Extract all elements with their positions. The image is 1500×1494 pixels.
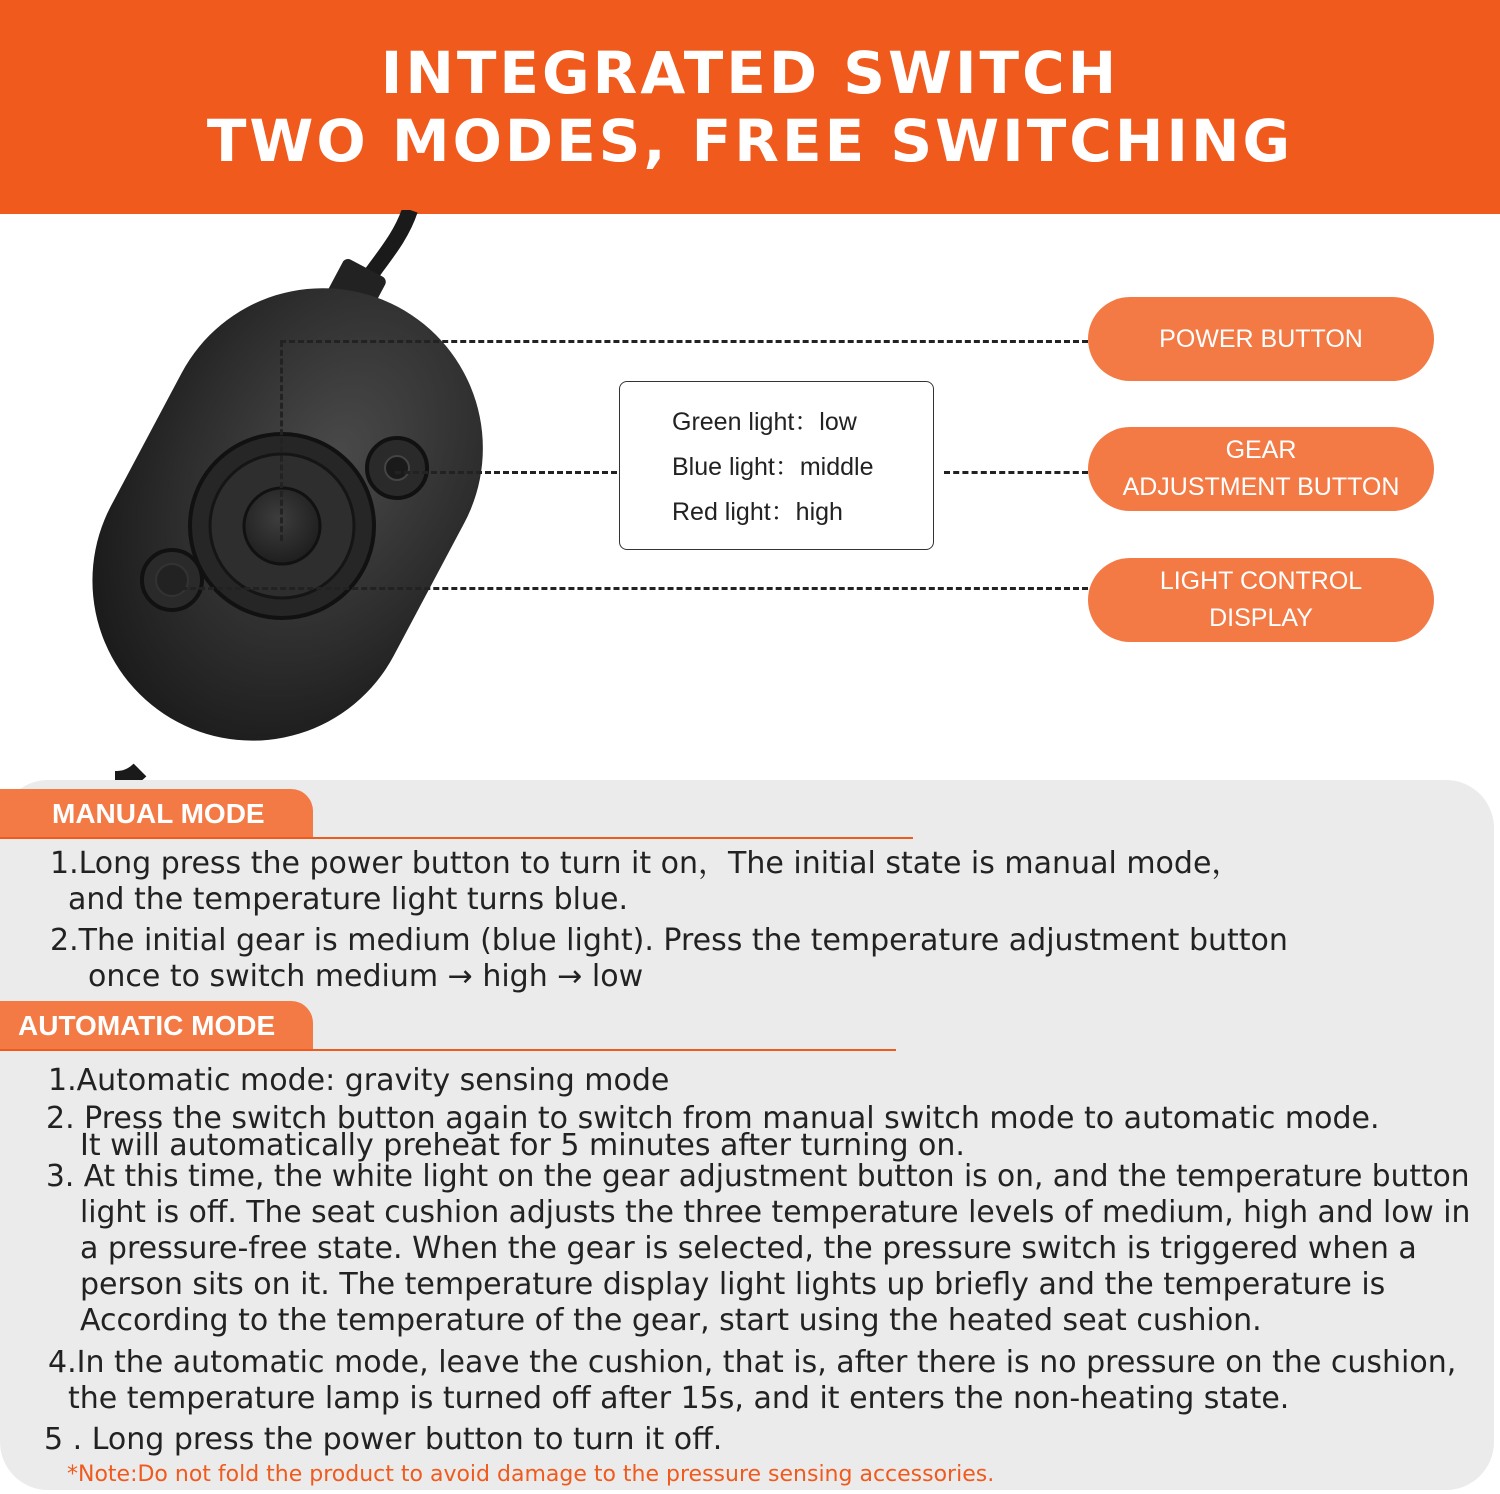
auto-line-5: light is off. The seat cushion adjusts the three temperature levels of medium, high and low in (80, 1195, 1471, 1230)
power-leader-vertical (280, 341, 283, 541)
callout-label: ADJUSTMENT BUTTON (1122, 473, 1400, 501)
automatic-mode-rule (0, 1049, 896, 1051)
warning-note: *Note:Do not fold the product to avoid damage to the pressure sensing accessories. (67, 1462, 995, 1487)
auto-line-2: 2. Press the switch button again to switch from manual switch mode to automatic mode. (46, 1101, 1380, 1136)
auto-line-8: According to the temperature of the gear, start using the heated seat cushion. (80, 1303, 1262, 1338)
manual-mode-rule (0, 837, 913, 839)
callout-label: POWER BUTTON (1159, 324, 1363, 353)
header-banner (0, 0, 1500, 214)
auto-line-6: a pressure-free state. When the gear is selected, the pressure switch is triggered when a (80, 1231, 1417, 1266)
auto-line-11: 5 . Long press the power button to turn it off. (44, 1422, 723, 1457)
automatic-mode-heading (0, 1001, 313, 1051)
title-line-1: INTEGRATED SWITCH (380, 39, 1120, 107)
power-button-callout (1088, 297, 1434, 381)
auto-line-7: person sits on it. The temperature display light lights up briefly and the temperature is (80, 1267, 1386, 1302)
manual-mode-heading (0, 789, 313, 839)
gear-leader-line-right (944, 471, 1088, 474)
callout-label: DISPLAY (1209, 604, 1313, 632)
auto-line-9: 4.In the automatic mode, leave the cushion, that is, after there is no pressure on the cushion, (48, 1345, 1457, 1380)
automatic-mode-title: AUTOMATIC MODE (18, 1010, 276, 1041)
legend-blue: Blue light：middle (672, 453, 874, 481)
manual-line-4: once to switch medium → high → low (88, 959, 644, 994)
light-leader-line (172, 587, 1088, 590)
light-legend-box (619, 381, 934, 550)
auto-line-4: 3. At this time, the white light on the gear adjustment button is on, and the temperature button (46, 1159, 1470, 1194)
controller-image (60, 210, 520, 780)
power-leader-line (280, 340, 1088, 343)
legend-green: Green light：low (672, 408, 857, 436)
callout-label: LIGHT CONTROL (1159, 567, 1363, 595)
legend-red: Red light：high (672, 498, 843, 526)
manual-line-1: 1.Long press the power button to turn it on，The initial state is manual mode， (50, 846, 1242, 881)
manual-line-2: and the temperature light turns blue. (68, 882, 629, 917)
auto-line-10: the temperature lamp is turned off after 15s, and it enters the non-heating state. (68, 1381, 1290, 1416)
auto-line-1: 1.Automatic mode: gravity sensing mode (48, 1063, 670, 1098)
light-control-callout (1088, 558, 1434, 642)
gear-leader-line-left (395, 471, 617, 474)
gear-adjustment-callout (1088, 427, 1434, 511)
title-line-2: TWO MODES, FREE SWITCHING (206, 107, 1294, 175)
auto-line-3: It will automatically preheat for 5 minutes after turning on. (80, 1128, 965, 1163)
manual-mode-title: MANUAL MODE (52, 798, 265, 829)
manual-line-3: 2.The initial gear is medium (blue light). Press the temperature adjustment button (50, 923, 1288, 958)
callout-label: GEAR (1225, 436, 1297, 464)
